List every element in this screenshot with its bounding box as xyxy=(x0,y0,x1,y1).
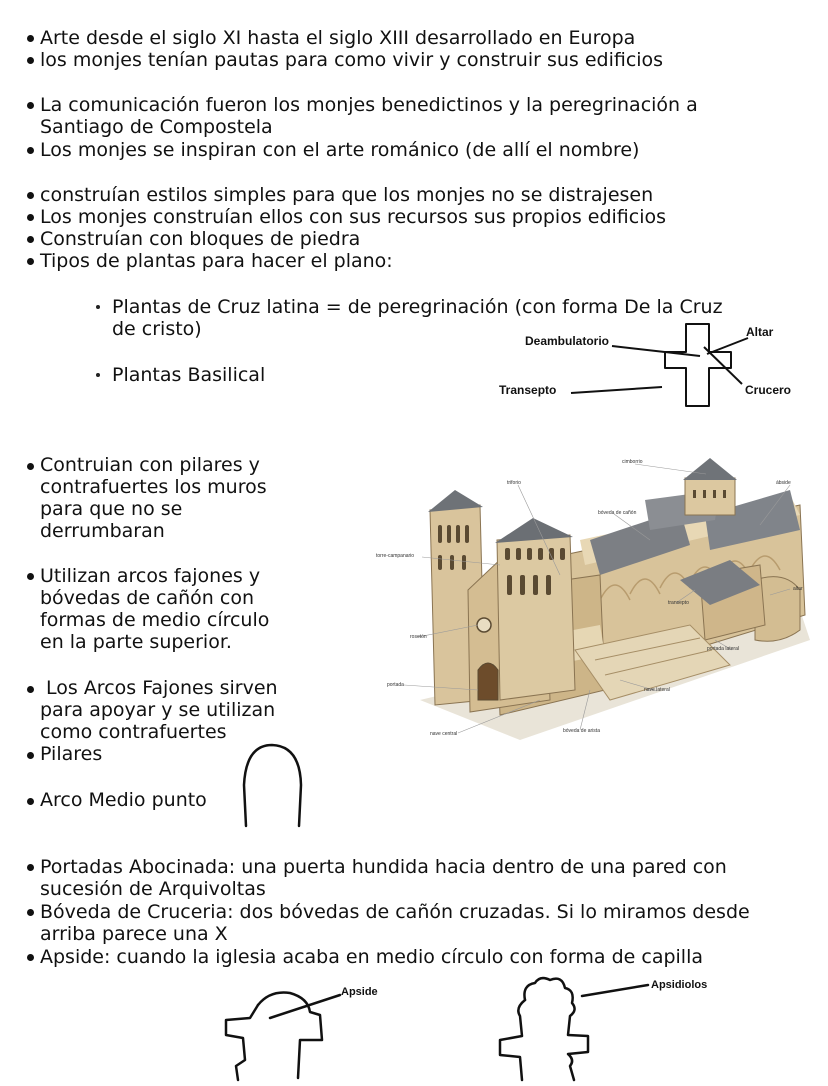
note-line: formas de medio círculo xyxy=(40,609,270,631)
note-line: Bóveda de Cruceria: dos bóvedas de cañón cruzadas. Si lo miramos desde xyxy=(40,901,750,923)
note-line: contrafuertes los muros xyxy=(40,476,267,498)
note-line: derrumbaran xyxy=(40,520,165,542)
church-label: rosetón xyxy=(410,634,427,640)
church-label: ábside xyxy=(776,480,791,486)
note-line: Arco Medio punto xyxy=(40,789,207,811)
note-line: construían estilos simples para que los monjes no se distrajesen xyxy=(40,184,654,206)
label-apside: Apside xyxy=(341,986,378,998)
note-line: Construían con bloques de piedra xyxy=(40,228,361,250)
note-line: Santiago de Compostela xyxy=(40,116,273,138)
note-line: para que no se xyxy=(40,498,183,520)
label-deambulatorio: Deambulatorio xyxy=(525,334,610,348)
label-altar: Altar xyxy=(746,325,774,339)
note-line: La comunicación fueron los monjes benedictinos y la peregrinación a xyxy=(40,94,698,116)
romanesque-church-illustration xyxy=(404,458,810,740)
note-line: los monjes tenían pautas para como vivir y construir sus edificios xyxy=(40,49,664,71)
church-label: bóveda de cañón xyxy=(598,510,637,516)
note-line: Los monjes construían ellos con sus recursos sus propios edificios xyxy=(40,206,667,228)
note-line: en la parte superior. xyxy=(40,631,232,653)
note-line: Tipos de plantas para hacer el plano: xyxy=(40,250,393,272)
church-label: altar xyxy=(793,586,803,592)
note-line: Plantas de Cruz latina = de peregrinación (con forma De la Cruz xyxy=(112,296,723,318)
note-line: Portadas Abocinada: una puerta hundida hacia dentro de una pared con xyxy=(40,856,727,878)
note-line: Arte desde el siglo XI hasta el siglo XIII desarrollado en Europa xyxy=(40,27,636,49)
note-line: Utilizan arcos fajones y xyxy=(40,565,261,587)
note-line: Plantas Basilical xyxy=(112,364,266,386)
note-line: Apside: cuando la iglesia acaba en medio círculo con forma de capilla xyxy=(40,946,704,968)
church-label: transepto xyxy=(668,600,689,606)
note-line: sucesión de Arquivoltas xyxy=(40,878,266,900)
latin-cross-plan xyxy=(571,324,748,406)
note-line: Los Arcos Fajones sirven xyxy=(46,677,278,699)
church-label: portada xyxy=(387,682,404,688)
church-label: cimborrio xyxy=(622,459,643,465)
note-line: para apoyar y se utilizan xyxy=(40,699,276,721)
church-label: nave lateral xyxy=(644,687,670,693)
note-line: Contruian con pilares y xyxy=(40,454,260,476)
church-label: triforio xyxy=(507,480,521,486)
note-line: como contrafuertes xyxy=(40,721,227,743)
round-arch-sketch xyxy=(244,745,301,826)
label-apsidiolos: Apsidiolos xyxy=(651,979,708,991)
church-label: nave central xyxy=(430,731,458,737)
church-label: bóveda de arista xyxy=(563,728,600,734)
note-line: Pilares xyxy=(40,743,103,765)
label-transepto: Transepto xyxy=(499,383,557,397)
church-label: torre-campanario xyxy=(376,553,415,559)
note-line: arriba parece una X xyxy=(40,923,228,945)
note-line: Los monjes se inspiran con el arte románico (de allí el nombre) xyxy=(40,139,640,161)
note-line: bóvedas de cañón con xyxy=(40,587,255,609)
label-crucero: Crucero xyxy=(745,383,792,397)
apsidioles-plan-sketch xyxy=(500,978,648,1080)
church-label: portada lateral xyxy=(707,646,739,652)
note-line: de cristo) xyxy=(112,318,202,340)
apse-plan-sketch xyxy=(226,993,340,1081)
